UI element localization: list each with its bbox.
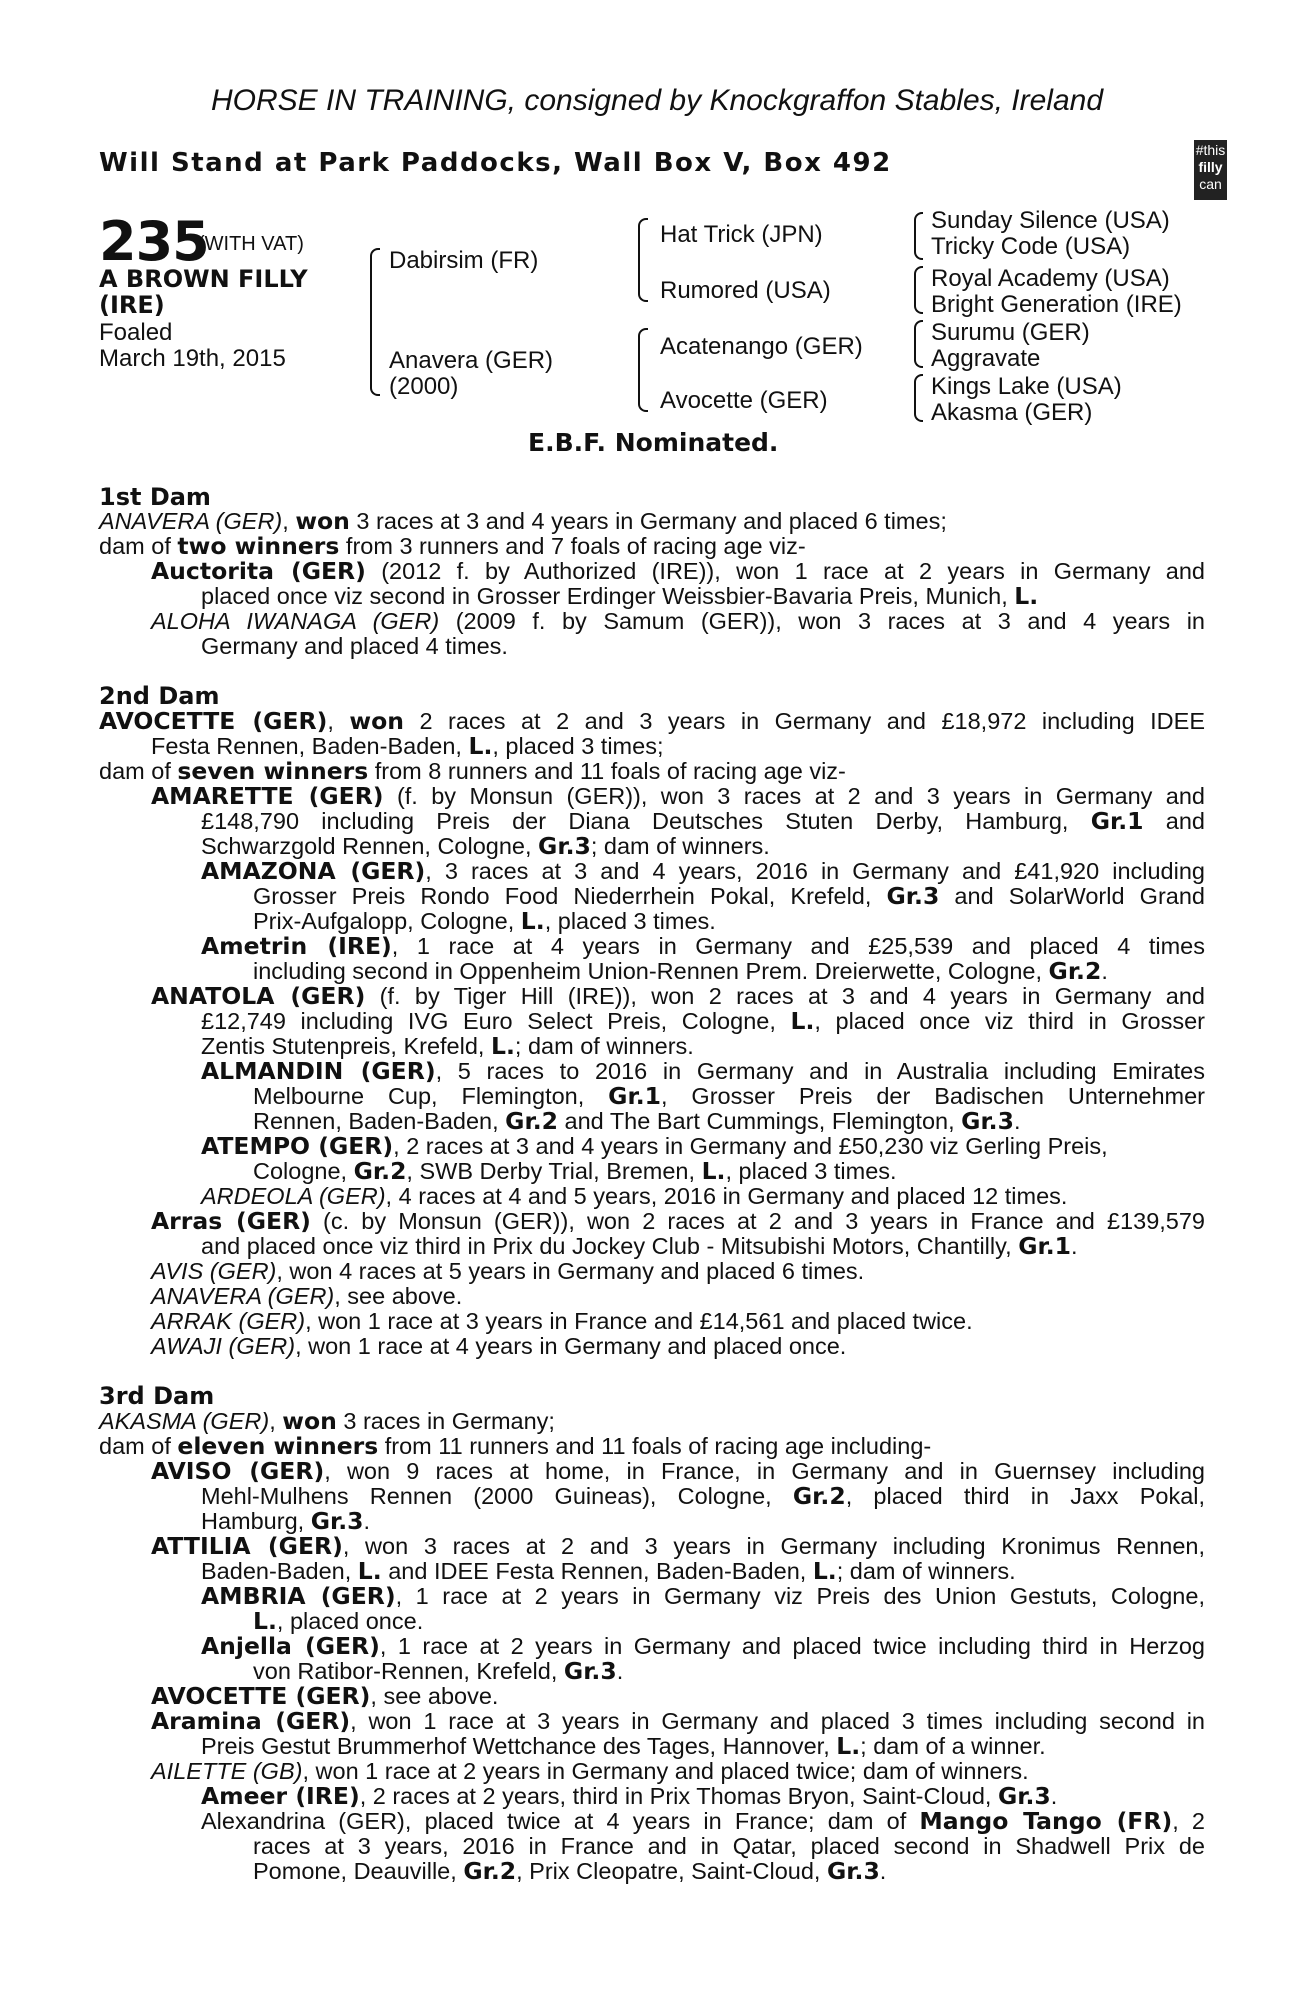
italic-name: ANAVERA (GER) bbox=[99, 508, 283, 534]
bold-text: Mango Tango (FR) bbox=[919, 1807, 1173, 1835]
text-segment: from 3 runners and 7 foals of racing age viz- bbox=[339, 533, 806, 559]
badge-line: can bbox=[1199, 176, 1222, 192]
text-line bbox=[99, 484, 1205, 510]
text-segment: dam of bbox=[99, 533, 178, 559]
bold-text: Ameer (IRE) bbox=[201, 1782, 360, 1810]
bold-text: ALMANDIN (GER) bbox=[201, 1057, 436, 1085]
text-segment: (f. by Monsun (GER)), won 3 races at 2 and 3 years in Germany and bbox=[383, 783, 1205, 809]
text-line bbox=[253, 958, 1205, 984]
section-heading: 1st Dam bbox=[99, 483, 211, 511]
text-segment: Alexandrina (GER), placed twice at 4 years in France; dam of bbox=[201, 1808, 920, 1834]
bold-text: Gr.3 bbox=[538, 832, 591, 860]
bold-text: won bbox=[295, 507, 350, 535]
text-line bbox=[201, 833, 1205, 859]
text-line bbox=[201, 1558, 1205, 1584]
text-segment: (f. by Tiger Hill (IRE)), won 2 races at 3 and 4 years in Germany and bbox=[365, 983, 1205, 1009]
text-line bbox=[151, 1458, 1205, 1484]
text-segment: , bbox=[327, 708, 350, 734]
text-line bbox=[201, 1033, 1205, 1059]
text-segment: (c. by Monsun (GER)), won 2 races at 2 and 3 years in France and £139,579 bbox=[310, 1208, 1205, 1234]
bold-text: AMAZONA (GER) bbox=[201, 857, 426, 885]
text-segment: , placed 3 times. bbox=[725, 1158, 897, 1184]
bold-text: Gr.3 bbox=[826, 1857, 880, 1885]
text-segment: ; dam of winners. bbox=[514, 1033, 694, 1059]
italic-name: ARRAK (GER) bbox=[151, 1308, 306, 1334]
bold-text: L. bbox=[836, 1732, 861, 1760]
text-segment: Prix-Aufgalopp, Cologne, bbox=[253, 908, 521, 934]
pedigree-brace bbox=[914, 320, 923, 368]
bold-text: L. bbox=[490, 1032, 515, 1060]
bold-text: L. bbox=[701, 1157, 726, 1185]
text-line bbox=[99, 533, 1205, 559]
bold-text: L. bbox=[253, 1607, 277, 1635]
text-segment: ; dam of winners. bbox=[590, 833, 770, 859]
text-line bbox=[201, 1133, 1205, 1159]
text-segment: , bbox=[282, 508, 296, 534]
text-segment: , placed once viz third in Grosser bbox=[814, 1008, 1205, 1034]
text-segment: races at 3 years, 2016 in France and in Qatar, placed second in Shadwell Prix de bbox=[253, 1833, 1205, 1859]
text-segment: from 8 runners and 11 foals of racing age viz- bbox=[368, 758, 846, 784]
page-title: HORSE IN TRAINING, consigned by Knockgraffon Stables, Ireland bbox=[210, 84, 1104, 117]
pedigree-brace bbox=[914, 266, 923, 314]
bold-text: L. bbox=[520, 907, 545, 935]
text-segment: , 1 race at 2 years in Germany viz Preis des Union Gestuts, Cologne, bbox=[395, 1583, 1205, 1609]
vat-note: (WITH VAT) bbox=[198, 233, 304, 255]
bold-text: Gr.1 bbox=[608, 1082, 661, 1110]
text-segment: . bbox=[1101, 958, 1108, 984]
bold-text: AMARETTE (GER) bbox=[151, 782, 384, 810]
pedigree-ancestor: Royal Academy (USA) bbox=[931, 265, 1170, 292]
text-segment: , placed 3 times. bbox=[544, 908, 716, 934]
text-segment: dam of bbox=[99, 1433, 178, 1459]
bold-text: Gr.1 bbox=[1090, 807, 1144, 835]
italic-name: ALOHA IWANAGA (GER) bbox=[151, 608, 440, 634]
text-line bbox=[201, 1808, 1205, 1834]
text-line bbox=[151, 1333, 1205, 1359]
text-segment: , won 1 race at 3 years in Germany and placed 3 times including second in bbox=[350, 1708, 1205, 1734]
text-line bbox=[253, 1158, 1205, 1184]
bold-text: eleven winners bbox=[177, 1432, 379, 1460]
text-line bbox=[99, 1408, 1205, 1434]
text-line bbox=[99, 683, 1205, 709]
text-line bbox=[151, 608, 1205, 634]
text-segment: , 2 races at 2 years, third in Prix Thomas Bryon, Saint-Cloud, bbox=[359, 1783, 998, 1809]
text-segment: , placed 3 times; bbox=[492, 733, 664, 759]
text-line bbox=[253, 1858, 1205, 1884]
bold-text: ANATOLA (GER) bbox=[151, 982, 366, 1010]
text-segment: , see above. bbox=[370, 1683, 499, 1709]
bold-text: won bbox=[282, 1407, 337, 1435]
text-segment: , 4 races at 4 and 5 years, 2016 in Germany and placed 12 times. bbox=[385, 1183, 1068, 1209]
this-filly-can-badge bbox=[1194, 140, 1227, 200]
text-segment: Zentis Stutenpreis, Krefeld, bbox=[201, 1033, 491, 1059]
foaled-date: March 19th, 2015 bbox=[99, 345, 286, 372]
text-line bbox=[201, 808, 1205, 834]
text-segment: Baden-Baden, bbox=[201, 1558, 358, 1584]
italic-name: AWAJI (GER) bbox=[151, 1333, 296, 1359]
text-line bbox=[151, 1308, 1205, 1334]
text-line bbox=[151, 733, 1205, 759]
text-segment: , 1 race at 4 years in Germany and £25,539 and placed 4 times bbox=[391, 933, 1205, 959]
text-line bbox=[201, 1783, 1205, 1809]
bold-text: Gr.3 bbox=[961, 1107, 1014, 1135]
text-segment: and placed once viz third in Prix du Jockey Club - Mitsubishi Motors, Chantilly, bbox=[201, 1233, 1019, 1259]
text-segment: , 1 race at 2 years in Germany and placed twice including third in Herzog bbox=[379, 1633, 1205, 1659]
bold-text: Gr.2 bbox=[353, 1157, 407, 1185]
bold-text: L. bbox=[812, 1557, 837, 1585]
text-line bbox=[253, 1083, 1205, 1109]
pedigree-grandsire: Hat Trick (JPN) bbox=[660, 221, 823, 248]
bold-text: Gr.3 bbox=[886, 882, 940, 910]
text-segment: , 5 races to 2016 in Germany and in Australia including Emirates bbox=[435, 1058, 1205, 1084]
text-segment: . bbox=[363, 1508, 371, 1534]
text-line bbox=[201, 933, 1205, 959]
bold-text: L. bbox=[790, 1007, 815, 1035]
bold-text: won bbox=[349, 707, 404, 735]
text-segment: £12,749 including IVG Euro Select Preis, Cologne, bbox=[201, 1008, 791, 1034]
text-segment: £148,790 including Preis der Diana Deutsches Stuten Derby, Hamburg, bbox=[201, 808, 1091, 834]
text-segment: , see above. bbox=[334, 1283, 463, 1309]
text-segment: from 11 runners and 11 foals of racing age including- bbox=[378, 1433, 932, 1459]
text-line bbox=[151, 1283, 1205, 1309]
text-segment: Hamburg, bbox=[201, 1508, 311, 1534]
text-segment: (2009 f. by Samum (GER)), won 3 races at 3 and 4 years in bbox=[439, 608, 1205, 634]
pedigree-dam: Anavera (GER) bbox=[389, 347, 554, 374]
text-line bbox=[151, 1208, 1205, 1234]
badge-line: #this bbox=[1195, 142, 1226, 158]
text-line bbox=[201, 1483, 1205, 1509]
text-segment: , Prix Cleopatre, Saint-Cloud, bbox=[516, 1858, 827, 1884]
text-segment: ; dam of winners. bbox=[836, 1558, 1016, 1584]
text-segment: dam of bbox=[99, 758, 178, 784]
pedigree-brace bbox=[370, 248, 380, 396]
text-segment: . bbox=[1050, 1783, 1058, 1809]
text-line bbox=[253, 1833, 1205, 1859]
text-line bbox=[201, 583, 1205, 609]
text-line bbox=[201, 1058, 1205, 1084]
text-segment: , 3 races at 3 and 4 years, 2016 in Germany and £41,920 including bbox=[425, 858, 1205, 884]
text-line bbox=[253, 1608, 1205, 1634]
text-segment: Festa Rennen, Baden-Baden, bbox=[151, 733, 469, 759]
badge-line: filly bbox=[1198, 159, 1223, 175]
text-segment: , placed once. bbox=[276, 1608, 424, 1634]
bold-text: Aramina (GER) bbox=[151, 1707, 351, 1735]
italic-name: AKASMA (GER) bbox=[99, 1408, 270, 1434]
text-line bbox=[151, 1533, 1205, 1559]
bold-text: ATEMPO (GER) bbox=[201, 1132, 394, 1160]
text-segment: and The Bart Cummings, Flemington, bbox=[557, 1108, 962, 1134]
text-segment: , 2 bbox=[1172, 1808, 1205, 1834]
text-segment: Rennen, Baden-Baden, bbox=[253, 1108, 506, 1134]
pedigree-brace bbox=[638, 218, 648, 302]
text-line bbox=[99, 1383, 1205, 1409]
text-segment: , won 4 races at 5 years in Germany and placed 6 times. bbox=[276, 1258, 865, 1284]
bold-text: Gr.3 bbox=[997, 1782, 1051, 1810]
bold-text: L. bbox=[1014, 582, 1039, 610]
text-line bbox=[201, 1183, 1205, 1209]
text-line bbox=[253, 1108, 1205, 1134]
text-segment: Pomone, Deauville, bbox=[253, 1858, 464, 1884]
bold-text: AVISO (GER) bbox=[151, 1457, 325, 1485]
pedigree-dam-year: (2000) bbox=[389, 373, 459, 400]
italic-name: ANAVERA (GER) bbox=[151, 1283, 335, 1309]
text-segment: , won 1 race at 4 years in Germany and placed once. bbox=[295, 1333, 847, 1359]
text-segment: . bbox=[1071, 1233, 1078, 1259]
text-segment: , won 1 race at 3 years in France and £14,561 and placed twice. bbox=[305, 1308, 973, 1334]
bold-text: Gr.1 bbox=[1018, 1232, 1071, 1260]
text-line bbox=[201, 1008, 1205, 1034]
text-line bbox=[201, 1233, 1205, 1259]
pedigree-ancestor: Aggravate bbox=[931, 345, 1041, 372]
pedigree-ancestor: Surumu (GER) bbox=[931, 319, 1090, 346]
text-line bbox=[253, 883, 1205, 909]
text-line bbox=[151, 1758, 1205, 1784]
bold-text: L. bbox=[468, 732, 493, 760]
italic-name: ARDEOLA (GER) bbox=[201, 1183, 386, 1209]
pedigree-grandsire: Acatenango (GER) bbox=[660, 333, 863, 360]
bold-text: seven winners bbox=[177, 757, 369, 785]
bold-text: Gr.2 bbox=[463, 1857, 517, 1885]
text-segment: and IDEE Festa Rennen, Baden-Baden, bbox=[381, 1558, 813, 1584]
bold-text: two winners bbox=[177, 532, 340, 560]
pedigree-brace bbox=[914, 212, 923, 260]
bold-text: Gr.2 bbox=[1048, 957, 1102, 985]
text-segment: , won 9 races at home, in France, in Germany and in Guernsey including bbox=[324, 1458, 1205, 1484]
text-line bbox=[253, 1658, 1205, 1684]
text-line bbox=[201, 1508, 1205, 1534]
bold-text: Anjella (GER) bbox=[201, 1632, 380, 1660]
text-line bbox=[253, 908, 1205, 934]
text-segment: placed once viz second in Grosser Erdinger Weissbier-Bavaria Preis, Munich, bbox=[201, 583, 1015, 609]
bold-text: Gr.3 bbox=[310, 1507, 364, 1535]
text-segment: Cologne, bbox=[253, 1158, 354, 1184]
text-line bbox=[99, 1433, 1205, 1459]
horse-description: (IRE) bbox=[99, 291, 165, 319]
foaled-label: Foaled bbox=[99, 319, 173, 346]
text-line bbox=[99, 758, 1205, 784]
bold-text: Gr.2 bbox=[505, 1107, 558, 1135]
italic-name: AVIS (GER) bbox=[151, 1258, 277, 1284]
text-segment: Grosser Preis Rondo Food Niederrhein Pokal, Krefeld, bbox=[253, 883, 887, 909]
ebf-nominated: E.B.F. Nominated. bbox=[528, 428, 779, 457]
bold-text: Gr.2 bbox=[792, 1482, 846, 1510]
text-segment: 3 races at 3 and 4 years in Germany and placed 6 times; bbox=[349, 508, 947, 534]
text-segment: 2 races at 2 and 3 years in Germany and £18,972 including IDEE bbox=[403, 708, 1205, 734]
text-line bbox=[99, 508, 1205, 534]
pedigree-sire: Dabirsim (FR) bbox=[389, 247, 539, 274]
text-line bbox=[201, 858, 1205, 884]
text-segment: and SolarWorld Grand bbox=[939, 883, 1205, 909]
text-line bbox=[99, 708, 1205, 734]
pedigree-brace bbox=[914, 374, 923, 422]
bold-text: AVOCETTE (GER) bbox=[151, 1682, 371, 1710]
pedigree-ancestor: Kings Lake (USA) bbox=[931, 373, 1122, 400]
text-segment: (2012 f. by Authorized (IRE)), won 1 race at 2 years in Germany and bbox=[365, 558, 1205, 584]
bold-text: Arras (GER) bbox=[151, 1207, 311, 1235]
text-line bbox=[151, 558, 1205, 584]
section-heading: 2nd Dam bbox=[99, 682, 220, 710]
text-segment: , placed third in Jaxx Pokal, bbox=[845, 1483, 1206, 1509]
bold-text: Ametrin (IRE) bbox=[201, 932, 392, 960]
text-segment: ; dam of a winner. bbox=[860, 1733, 1046, 1759]
pedigree-ancestor: Tricky Code (USA) bbox=[931, 233, 1131, 260]
text-segment: , won 1 race at 2 years in Germany and placed twice; dam of winners. bbox=[302, 1758, 1029, 1784]
bold-text: Gr.3 bbox=[563, 1657, 617, 1685]
text-line bbox=[151, 1258, 1205, 1284]
text-line bbox=[151, 783, 1205, 809]
pedigree-brace bbox=[638, 328, 648, 412]
text-segment: including second in Oppenheim Union-Rennen Prem. Dreierwette, Cologne, bbox=[253, 958, 1049, 984]
text-segment: , won 3 races at 2 and 3 years in Germany including Kronimus Rennen, bbox=[342, 1533, 1205, 1559]
pedigree-ancestor: Sunday Silence (USA) bbox=[931, 207, 1170, 234]
text-segment: Melbourne Cup, Flemington, bbox=[253, 1083, 609, 1109]
pedigree-granddam: Rumored (USA) bbox=[660, 277, 831, 304]
text-line bbox=[201, 1633, 1205, 1659]
text-line bbox=[151, 1708, 1205, 1734]
lot-number: 235 bbox=[99, 210, 209, 273]
text-segment: Schwarzgold Rennen, Cologne, bbox=[201, 833, 539, 859]
bold-text: L. bbox=[357, 1557, 382, 1585]
bold-text: Auctorita (GER) bbox=[151, 557, 366, 585]
text-segment: Mehl-Mulhens Rennen (2000 Guineas), Cologne, bbox=[201, 1483, 793, 1509]
text-segment: , bbox=[269, 1408, 283, 1434]
text-segment: , SWB Derby Trial, Bremen, bbox=[406, 1158, 702, 1184]
text-segment: , Grosser Preis der Badischen Unternehmer bbox=[660, 1083, 1205, 1109]
text-segment: Preis Gestut Brummerhof Wettchance des Tages, Hannover, bbox=[201, 1733, 837, 1759]
text-line bbox=[201, 1583, 1205, 1609]
pedigree-ancestor: Akasma (GER) bbox=[931, 399, 1093, 426]
italic-name: AILETTE (GB) bbox=[151, 1758, 303, 1784]
bold-text: AMBRIA (GER) bbox=[201, 1582, 396, 1610]
text-segment: and bbox=[1143, 808, 1205, 834]
text-segment: . bbox=[879, 1858, 887, 1884]
text-segment: von Ratibor-Rennen, Krefeld, bbox=[253, 1658, 564, 1684]
pedigree-granddam: Avocette (GER) bbox=[660, 387, 828, 414]
section-heading: 3rd Dam bbox=[99, 1382, 215, 1410]
text-segment: 3 races in Germany; bbox=[336, 1408, 555, 1434]
text-line bbox=[201, 1733, 1205, 1759]
text-line bbox=[151, 983, 1205, 1009]
text-segment: . bbox=[1013, 1108, 1021, 1134]
text-segment: Germany and placed 4 times. bbox=[201, 633, 508, 659]
pedigree-ancestor: Bright Generation (IRE) bbox=[931, 291, 1182, 318]
horse-description: A BROWN FILLY bbox=[99, 265, 308, 293]
text-line bbox=[201, 633, 1205, 659]
stand-location: Will Stand at Park Paddocks, Wall Box V, Box 492 bbox=[99, 148, 892, 178]
bold-text: AVOCETTE (GER) bbox=[99, 707, 328, 735]
text-segment: , 2 races at 3 and 4 years in Germany and £50,230 viz Gerling Preis, bbox=[393, 1133, 1108, 1159]
text-segment: . bbox=[616, 1658, 624, 1684]
text-line bbox=[151, 1683, 1205, 1709]
bold-text: ATTILIA (GER) bbox=[151, 1532, 343, 1560]
